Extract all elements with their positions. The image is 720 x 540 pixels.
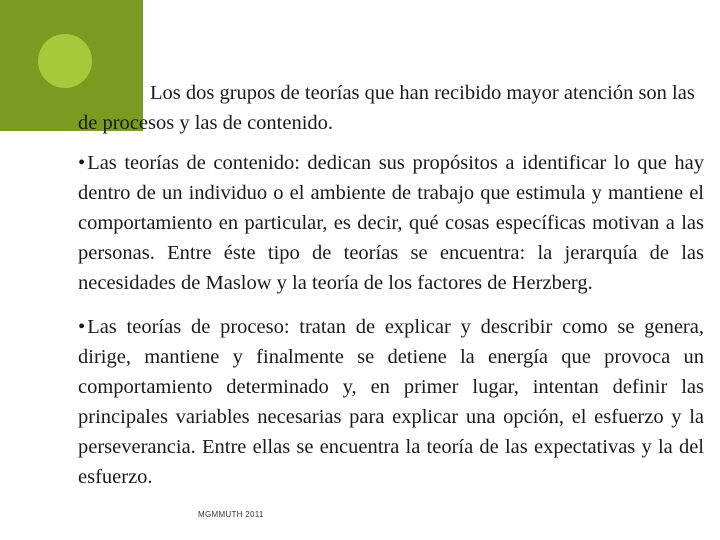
intro-paragraph: Los dos grupos de teorías que han recibido mayor atención son las de procesos y las de contenido.	[78, 82, 695, 134]
process-theories-text: Las teorías de proceso: tratan de explicar y describir como se genera, dirige, mantiene y finalmente se detiene la energía que provoca un comportamiento determinado y, en primer lugar, intentan definir las principales variables necesarias para explicar una opción, el esfuerzo y la perseverancia. Entre ellas se encuentra la teoría de las expectativas y la del esfuerzo.	[78, 316, 704, 488]
slide-body	[78, 78, 704, 492]
content-theories-text: Las teorías de contenido: dedican sus propósitos a identificar lo que hay dentro de un individuo o el ambiente de trabajo que estimula y mantiene el comportamiento en particular, es decir, qué cosas específicas motivan a las personas. Entre éste tipo de teorías se encuentra: la jerarquía de las necesidades de Maslow y la teoría de los factores de Herzberg.	[78, 152, 704, 294]
bullet-icon: •	[78, 152, 86, 174]
process-theories-paragraph	[78, 312, 704, 492]
bullet-icon: •	[78, 316, 86, 338]
content-theories-paragraph	[78, 148, 704, 298]
footer-credit: MGMMUTH 2011	[198, 510, 264, 519]
